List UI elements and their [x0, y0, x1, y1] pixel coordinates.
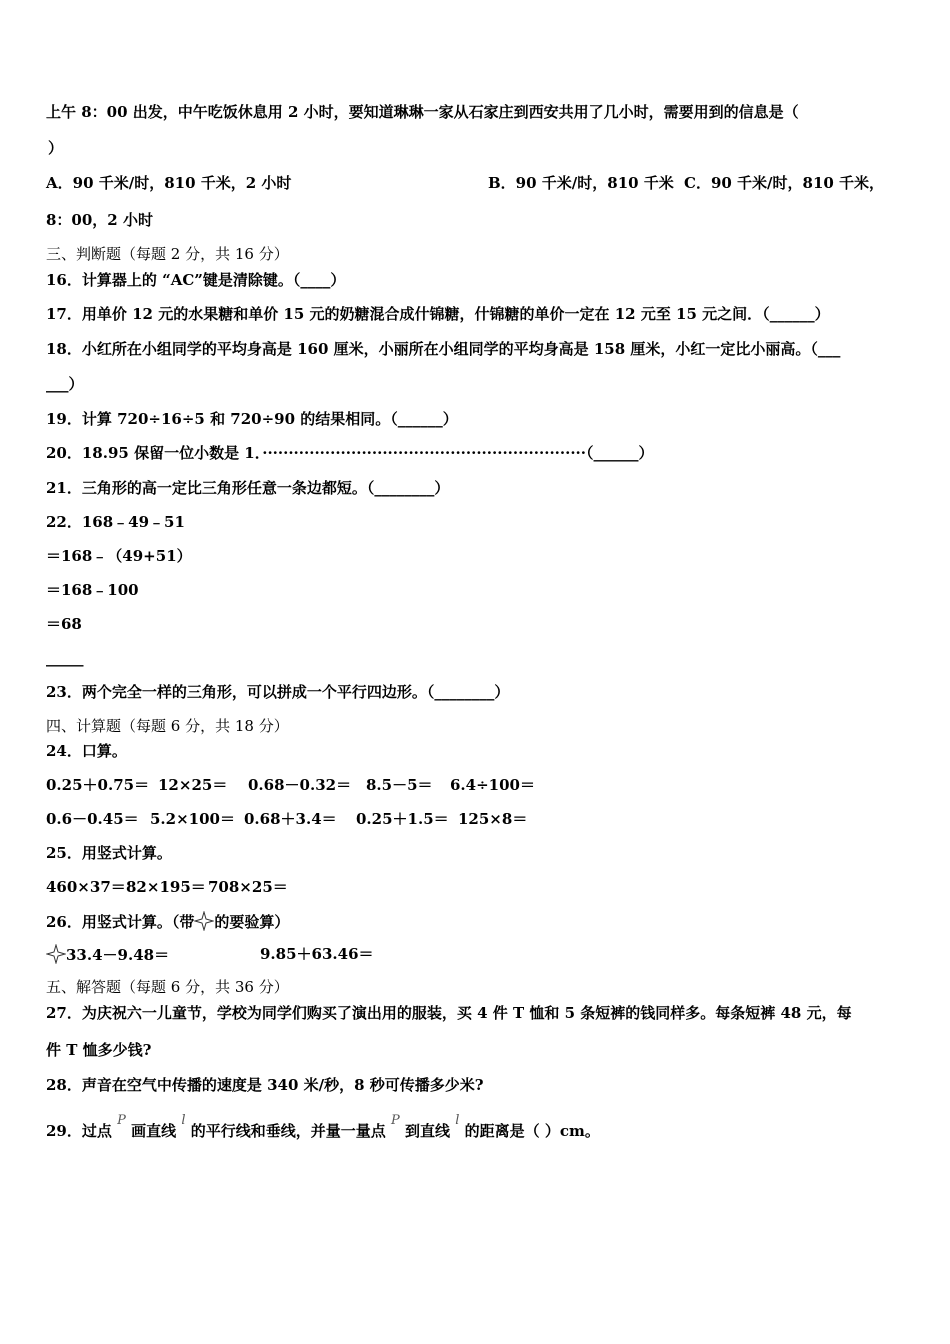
q29-text: 的平行线和垂线，并量一量点 [190, 1122, 386, 1140]
q24-row1-item: 6.4÷100＝ [450, 776, 535, 794]
q15-option-b: B．90 千米/时，810 千米 [488, 174, 674, 192]
q25-item: 460×37＝ [46, 878, 126, 896]
q24-title: 24．口算。 [46, 742, 127, 760]
q18-line1: 18．小红所在小组同学的平均身高是 160 厘米，小丽所在小组同学的平均身高是 158 厘米，小红一定比小丽高。（___ [46, 340, 841, 358]
q26-item: 9.85＋63.46＝ [260, 945, 374, 963]
q22-line1: 22．168﹣49﹣51 [46, 513, 185, 531]
q22-line4: ＝68 [46, 615, 82, 633]
q29-text: 29．过点 [46, 1122, 112, 1140]
q22-answer-blank: _____ [46, 649, 84, 667]
q26-title-pre: 26．用竖式计算。（带 [46, 913, 195, 931]
q28: 28．声音在空气中传播的速度是 340 米/秒，8 秒可传播多少米? [46, 1076, 484, 1094]
q25-item: 708×25＝ [208, 878, 288, 896]
q15-line1: 上午 8：00 出发，中午吃饭休息用 2 小时，要知道琳琳一家从石家庄到西安共用了几小时，需要用到的信息是（ [46, 103, 799, 121]
q22-line2: ＝168﹣（49+51） [46, 547, 192, 565]
q27-line1: 27．为庆祝六一儿童节，学校为同学们购买了演出用的服装，买 4 件 T 恤和 5 条短裤的钱同样多。每条短裤 48 元，每 [46, 1004, 852, 1022]
q24-row2-item: 0.6－0.45＝ [46, 810, 139, 828]
q15-option-a: A．90 千米/时，810 千米，2 小时 [46, 174, 292, 192]
q29 [46, 1113, 600, 1143]
q23: 23．两个完全一样的三角形，可以拼成一个平行四边形。（________） [46, 683, 510, 701]
q24-row2-item: 5.2×100＝ [150, 810, 235, 828]
q26-item: 33.4－9.48＝ [66, 946, 170, 964]
q15-option-c: C．90 千米/时，810 千米， [684, 174, 885, 192]
point-p-symbol: P [391, 1113, 400, 1128]
q16: 16．计算器上的 “AC”键是清除键。（____） [46, 271, 346, 289]
q24-row1-item: 8.5－5＝ [366, 776, 433, 794]
q25-title: 25．用竖式计算。 [46, 844, 172, 862]
q26-title-post: 的要验算） [214, 913, 290, 931]
q25-item: 82×195＝ [126, 878, 206, 896]
q22-line3: ＝168﹣100 [46, 581, 139, 599]
q21: 21．三角形的高一定比三角形任意一条边都短。（________） [46, 479, 450, 497]
q24-row2-item: 125×8＝ [458, 810, 528, 828]
q29-text: 到直线 [404, 1122, 450, 1140]
line-l-symbol: l [181, 1113, 186, 1128]
section-5-title: 五、解答题（每题 6 分，共 36 分） [46, 978, 289, 996]
line-l-symbol: l [455, 1113, 460, 1128]
q26-item-starred [46, 944, 169, 965]
q24-row1-item: 0.68－0.32＝ [248, 776, 352, 794]
q17: 17．用单价 12 元的水果糖和单价 15 元的奶糖混合成什锦糖，什锦糖的单价一定在 12 元至 15 元之间．（______） [46, 305, 830, 323]
q15-line2: ） [48, 139, 64, 157]
section-4-title: 四、计算题（每题 6 分，共 18 分） [46, 717, 289, 735]
q18-line2: ___） [46, 375, 84, 393]
point-p-symbol: P [117, 1113, 126, 1128]
q15-option-c-cont: 8：00，2 小时 [46, 211, 153, 229]
q20: 20．18.95 保留一位小数是 1．······························································（______） [46, 444, 654, 462]
q29-text: 的距离是（ ）cm。 [464, 1122, 600, 1140]
q26-title [46, 911, 289, 932]
q24-row2-item: 0.25＋1.5＝ [356, 810, 449, 828]
q19: 19．计算 720÷16÷5 和 720÷90 的结果相同。（______） [46, 410, 458, 428]
q27-line2: 件 T 恤多少钱? [46, 1041, 152, 1059]
q24-row1-item: 12×25＝ [158, 776, 228, 794]
star-icon [46, 944, 66, 964]
q24-row2-item: 0.68＋3.4＝ [244, 810, 337, 828]
q24-row1-item: 0.25＋0.75＝ [46, 776, 150, 794]
q29-text: 画直线 [131, 1122, 177, 1140]
star-icon [194, 911, 214, 931]
section-3-title: 三、判断题（每题 2 分，共 16 分） [46, 245, 289, 263]
